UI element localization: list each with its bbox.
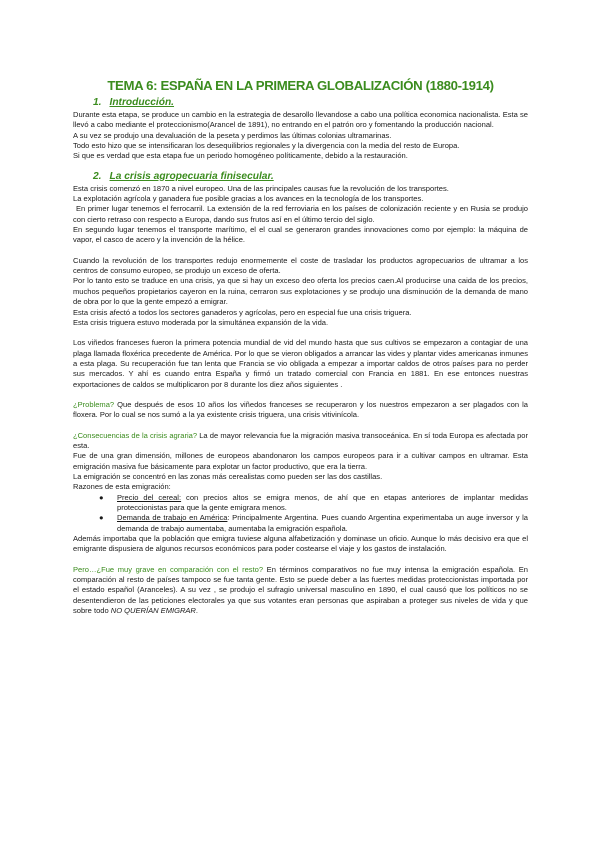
paragraph: La emigración se concentró en las zonas más cerealistas como pueden ser las dos castillas. bbox=[73, 471, 383, 481]
paragraph: Por lo tanto esto se traduce en una crisis, ya que si hay un exceso deo oferta los precios caen.Al producirse una caida de los precios, muchos pequeños propietarios cayeron en la ruina, cerraron sus explotaciones y se produjo una disminución de la demanda de mano de obra por lo que la gente empezó a emigrar. bbox=[73, 276, 528, 307]
paragraph-comparacion bbox=[73, 565, 528, 617]
paragraph: Los viñedos franceses fueron la primera potencia mundial de vid del mundo hasta que sus cultivos se empezaron a contagiar de una plaga llamada floxérica precedente de América. Por lo que se vieron obligados a arrancar las vides y plantar vides americanas inmunes a esta plaga. Su recuperación fue tan lenta que Francia se vio obligada a empezar a importar caldos de otros países para no perder sus mercados. Y ahí es cuando entra España y firmó un tratado comercial con Francia en 1881. En ese entonces nuestras exportaciones de caldos se multiplicaron por 8 durante los diez años siguientes . bbox=[73, 338, 528, 389]
reasons-list bbox=[73, 493, 528, 534]
answer-text: Que después de esos 10 años los viñedos franceses se recuperaron y los nuestros empezaron a ser plagados con la floxera. Por lo cual se nos sumó a la ya existente crisis triguera, una crisis vitivinícola. bbox=[73, 399, 528, 420]
list-item-text: con precios altos se emigra menos, de ahí que en etapas anteriores de implantar medidas proteccionistas para que la gente emigrara menos. bbox=[117, 492, 528, 512]
document-title: TEMA 6: ESPAÑA EN LA PRIMERA GLOBALIZACIÓN (1880-1914) bbox=[107, 78, 494, 93]
section-number: 2. bbox=[93, 170, 102, 182]
bullet-icon: ● bbox=[99, 513, 104, 523]
section-heading-introduccion bbox=[73, 96, 528, 109]
spacer bbox=[73, 390, 528, 400]
paragraph: Además importaba que la población que emigra tuviese alguna alfabetización y dominase un oficio. Aunque lo más decisivo era que el emigrante dispusiera de algunos recursos económicos para poder costearse el viaje y los gastos de instalación. bbox=[73, 534, 528, 554]
section-title: Introducción. bbox=[109, 97, 175, 108]
spacer bbox=[73, 246, 528, 256]
paragraph: En primer lugar tenemos el ferrocarril. La extensión de la red ferroviaria en los países de colonización reciente y en Rusia se produjo con cierto retraso con respecto a Europa, dando sus frutos así en el último tercio del siglo. bbox=[73, 204, 528, 224]
list-item-text: : Principalmente Argentina. Pues cuando Argentina experimentaba un auge inversor y la demanda de trabajo aumentaba, aumentaba la emigración española. bbox=[117, 513, 528, 533]
list-item-label: Demanda de trabajo en América bbox=[117, 513, 228, 523]
list-item-label: Precio del cereal: bbox=[117, 492, 182, 502]
paragraph: Durante esta etapa, se produce un cambio en la estrategia de desarollo llevandose a cabo una política economica nacionalista. Esta se llevó a cabo mediante el proteccionismo(Arancel de 1891), no entrando en el patrón oro y fomentando la producción nacional. bbox=[73, 110, 528, 130]
paragraph: Esta crisis afectó a todos los sectores ganaderos y agrícolas, pero en especial fue una crisis triguera. bbox=[73, 307, 412, 317]
bullet-icon: ● bbox=[99, 492, 104, 502]
paragraph: Si que es verdad que esta etapa fue un periodo homogéneo políticamente, debido a la restauración. bbox=[73, 151, 408, 161]
answer-end: . bbox=[195, 606, 198, 616]
paragraph: Fue de una gran dimensión, millones de europeos abandonaron los campos europeos para ir a cultivar campos en ultramar. Esta emigración masiva fue básicamente para explotar un factor productivo, que era la tierra. bbox=[73, 451, 528, 471]
section-number: 1. bbox=[93, 97, 102, 108]
emphasis-text: NO QUERÍAN EMIGRAR bbox=[110, 606, 196, 616]
paragraph-problema bbox=[73, 400, 528, 421]
list-item bbox=[99, 513, 528, 534]
spacer bbox=[73, 555, 528, 565]
answer-text: La de mayor relevancia fue la migración masiva transoceánica. En sí toda Europa es afectada por esta. bbox=[73, 430, 528, 450]
paragraph: Todo esto hizo que se intensificaran los desequilibrios regionales y la divergencia con la media del resto de Europa. bbox=[73, 141, 460, 151]
question-label: Pero…¿Fue muy grave en comparación con el resto? bbox=[73, 564, 264, 574]
spacer bbox=[73, 421, 528, 431]
paragraph: Esta crisis comenzó en 1870 a nivel europeo. Una de las principales causas fue la revolución de los transportes. bbox=[73, 183, 449, 193]
section-heading-crisis bbox=[73, 170, 528, 183]
answer-text: En términos comparativos no fue muy intensa la emigración española. En comparación al resto de países tampoco se fue tanta gente. Esto se puede deber a las fuertes medidas proteccionistas importada por el estado español (Aranceles). A su vez , se produjo el sufragio universal masculino en 1890, el cual causó que los políticos no se desentendieron de las peticiones electorales ya que sus votantes eran personas que aspiraban a proteger sus niveles de vida y que sobre todo bbox=[73, 564, 528, 616]
spacer bbox=[73, 328, 528, 338]
paragraph: Cuando la revolución de los transportes redujo enormemente el coste de trasladar los productos agropecuarios de ultramar a los centros de consumo europeo, se produjo un exceso de oferta. bbox=[73, 255, 528, 276]
paragraph: La explotación agrícola y ganadera fue posible gracias a los avances en la tecnología de los transportes. bbox=[73, 194, 424, 204]
paragraph: Esta crisis triguera estuvo moderada por la simultánea expansión de la vida. bbox=[73, 317, 329, 327]
list-item bbox=[99, 492, 528, 514]
question-label: ¿Problema? bbox=[73, 399, 115, 409]
paragraph: Razones de esta emigración: bbox=[73, 482, 171, 492]
section-title: La crisis agropecuaria finisecular. bbox=[109, 170, 274, 182]
question-label: ¿Consecuencias de la crisis agraria? bbox=[73, 430, 198, 440]
paragraph-consecuencias bbox=[73, 431, 528, 452]
paragraph: En segundo lugar tenemos el transporte marítimo, el el cual se generaron grandes innovaciones como por ejemplo: la máquina de vapor, el casco de acero y la invención de la hélice. bbox=[73, 225, 528, 245]
paragraph: A su vez se produjo una devaluación de la peseta y perdimos las últimas colonias ultramarinas. bbox=[73, 130, 392, 140]
